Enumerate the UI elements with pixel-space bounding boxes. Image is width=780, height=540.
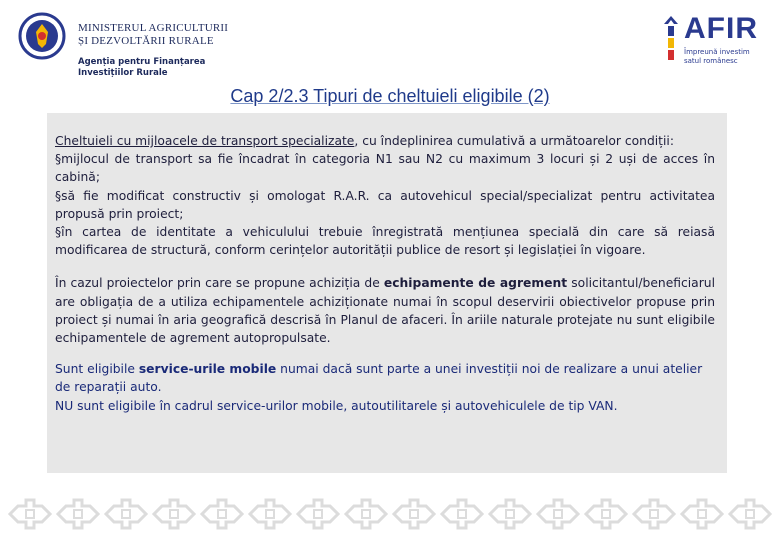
afir-tagline: Împreună investim satul românesc	[684, 48, 750, 65]
agency-name: Agenția pentru Finanțarea Investițiilor Rurale	[78, 57, 206, 78]
bullet-item: §să fie modificat constructiv și omologat R.A.R. ca autovehicul special/specializat pentru activitatea propusă prin proiect;	[55, 188, 715, 221]
afir-logo	[660, 10, 775, 75]
content-text	[55, 132, 715, 415]
paragraph-service: Sunt eligibile service-urile mobile numai dacă sunt parte a unei investiții noi de realizare a unui atelier de reparații auto.	[55, 362, 703, 395]
paragraph-transport: Cheltuieli cu mijloacele de transport specializate, cu îndeplinirea cumulativă a următoarelor condiții:	[55, 134, 674, 148]
content-panel	[47, 113, 727, 473]
bullet-item: §în cartea de identitate a vehiculului trebuie înregistrată mențiunea specială din care să reiasă modificarea de structură, conform cerințelor autorității publice de resort și legislației în vigoare.	[55, 225, 715, 258]
page-header	[0, 0, 780, 85]
page-title: Cap 2/2.3 Tipuri de cheltuieli eligibile (2)	[230, 86, 550, 106]
romania-coat-of-arms-icon	[18, 12, 66, 60]
traditional-border-pattern	[0, 492, 780, 537]
paragraph-agrement: În cazul proiectelor prin care se propune achiziția de echipamente de agrement solicitantul/beneficiarul are obligația de a utiliza echipamentele achiziționate numai în scopul deservirii obiectivelor propuse prin proiect și numai în aria geografică descrisă în Planul de afaceri. În ariile naturale protejate nu sunt eligibile echipamentele de agrement autopropulsate.	[55, 276, 715, 346]
paragraph-exclusion: NU sunt eligibile în cadrul service-urilor mobile, autoutilitarele și autovehiculele de tip VAN.	[55, 398, 618, 413]
bullet-item: §mijlocul de transport sa fie încadrat în categoria N1 sau N2 cu maximum 3 locuri și 2 uși de acces în cabină;	[55, 152, 715, 185]
afir-logo-icon	[660, 14, 682, 64]
afir-wordmark: AFIR	[684, 12, 758, 45]
ministry-name: MINISTERUL AGRICULTURII ȘI DEZVOLTĂRII RURALE	[78, 22, 229, 47]
